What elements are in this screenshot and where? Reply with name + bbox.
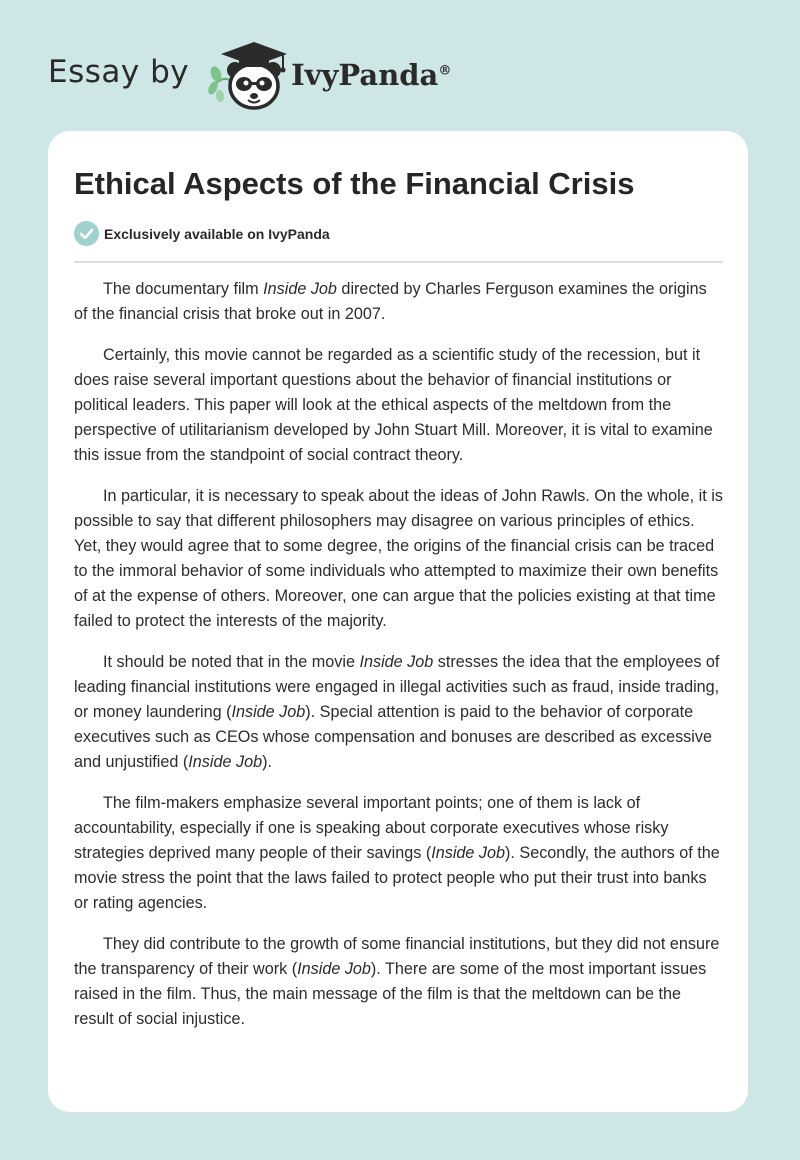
divider bbox=[74, 261, 723, 263]
paragraph-text: It should be noted that in the movie bbox=[103, 653, 360, 671]
exclusive-badge bbox=[74, 221, 330, 246]
paragraph-text: ). bbox=[262, 753, 272, 771]
site-header bbox=[48, 36, 451, 112]
essay-paragraph bbox=[74, 277, 724, 327]
paragraph-text: The documentary film bbox=[103, 280, 264, 298]
check-circle-icon bbox=[74, 221, 99, 246]
paragraph-text: ). Special attention is paid to the behavior of corporate executives such as CEOs whose compensation and bonuses are described as excessive and unjustified ( bbox=[74, 703, 712, 771]
film-title-citation: Inside Job bbox=[297, 960, 371, 978]
paragraph-text: In particular, it is necessary to speak about the ideas of John Rawls. On the whole, it is possible to say that different philosophers may disagree on various principles of ethics. Yet, they would agree that to some degree, the origins of the financial crisis can be traced to the immoral behavior of some individuals who attempted to maximize their own benefits of at the expense of others. Moreover, one can argue that the policies existing at that time failed to protect the interests of the majority. bbox=[74, 487, 723, 630]
film-title-citation: Inside Job bbox=[431, 844, 506, 862]
paragraph-text: directed by Charles Ferguson examines the origins of the financial crisis that broke out in 2007. bbox=[74, 280, 707, 323]
paragraph-text: The film-makers emphasize several important points; one of them is lack of accountability, especially if one is speaking about corporate executives whose risky strategies deprived many people of their savings ( bbox=[74, 794, 669, 862]
film-title-citation: Inside Job bbox=[359, 653, 434, 671]
essay-paragraph bbox=[74, 343, 724, 468]
paragraph-text: Certainly, this movie cannot be regarded as a scientific study of the recession, but it does raise several important questions about the behavior of financial institutions or political leaders. This paper will look at the ethical aspects of the meltdown from the perspective of utilitarianism developed by John Stuart Mill. Moreover, it is vital to examine this issue from the standpoint of social contract theory. bbox=[74, 346, 713, 464]
essay-paragraph bbox=[74, 791, 724, 916]
brand-name-text: IvyPanda bbox=[291, 58, 439, 92]
paragraph-text: ). Secondly, the authors of the movie stress the point that the laws failed to protect people who put their trust into banks or rating agencies. bbox=[74, 844, 720, 912]
paragraph-text: stresses the idea that the employees of leading financial institutions were engaged in illegal activities such as fraud, inside trading, or money laundering ( bbox=[74, 653, 720, 721]
brand-prefix: Essay by bbox=[48, 54, 190, 90]
film-title-citation: Inside Job bbox=[231, 703, 306, 721]
exclusive-label: Exclusively available on IvyPanda bbox=[104, 225, 330, 242]
essay-paragraph bbox=[74, 932, 724, 1032]
essay-card bbox=[48, 131, 748, 1112]
paragraph-text: They did contribute to the growth of some financial institutions, but they did not ensure the transparency of their work ( bbox=[74, 935, 720, 978]
brand-name bbox=[291, 58, 451, 92]
registered-mark: ® bbox=[438, 63, 452, 79]
panda-graduate-icon[interactable] bbox=[203, 36, 295, 112]
essay-body bbox=[74, 277, 724, 1048]
page-title: Ethical Aspects of the Financial Crisis bbox=[74, 166, 635, 201]
film-title-citation: Inside Job bbox=[263, 280, 337, 298]
paragraph-text: ). There are some of the most important issues raised in the film. Thus, the main message of the film is that the meltdown can be the result of social injustice. bbox=[74, 960, 707, 1028]
essay-paragraph bbox=[74, 650, 724, 775]
film-title-citation: Inside Job bbox=[188, 753, 263, 771]
essay-paragraph bbox=[74, 484, 724, 634]
